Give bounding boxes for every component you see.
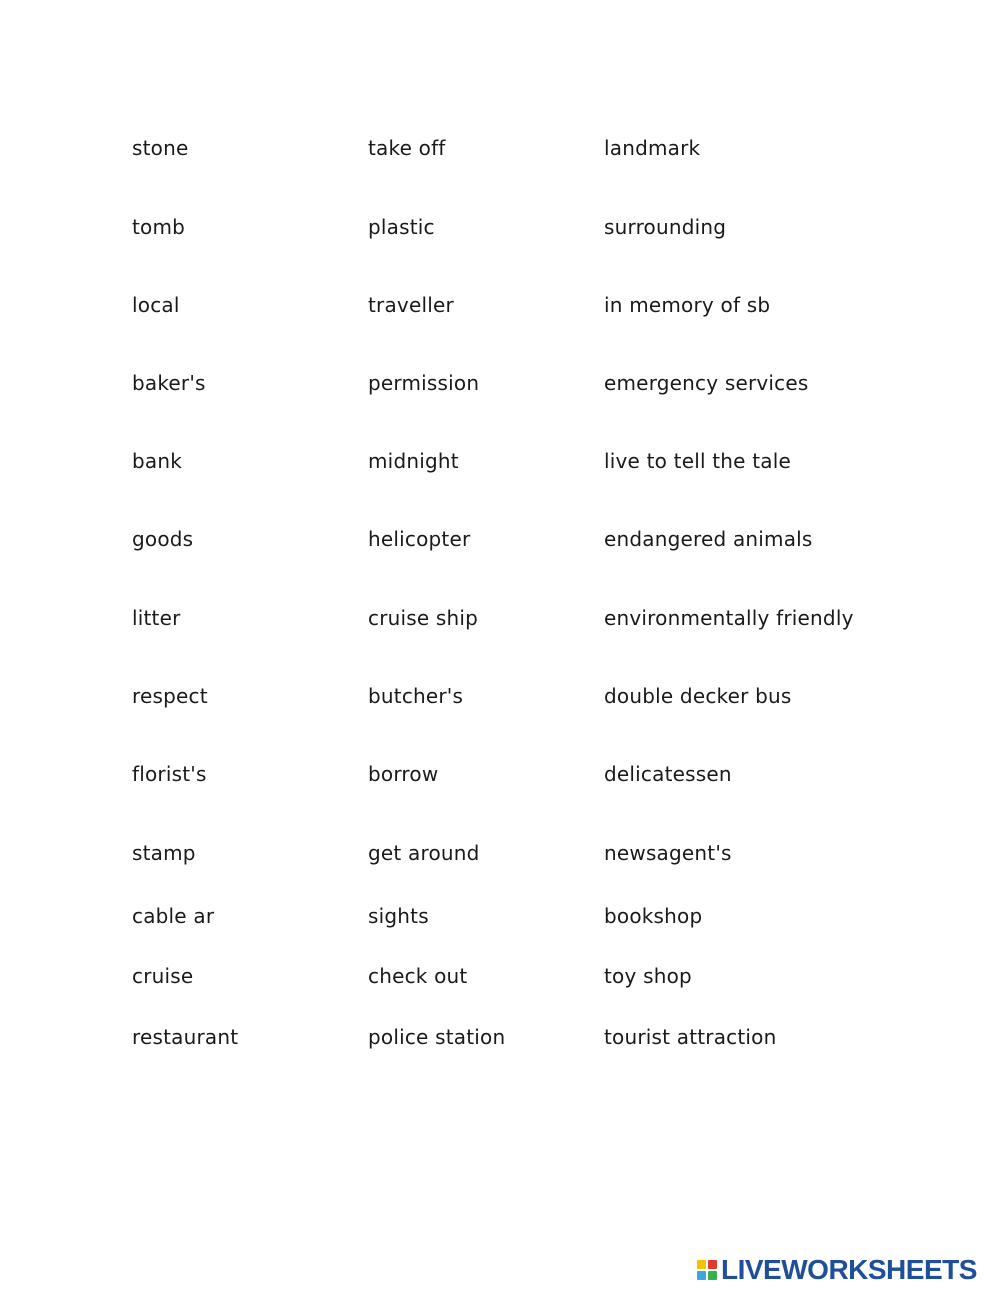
word-item: traveller xyxy=(368,293,454,317)
word-item: delicatessen xyxy=(604,762,732,786)
word-item: live to tell the tale xyxy=(604,449,792,473)
word-item: butcher's xyxy=(368,684,464,708)
word-item: toy shop xyxy=(604,964,692,988)
word-item: restaurant xyxy=(132,1025,239,1049)
word-item: newsagent's xyxy=(604,841,732,865)
word-item: sights xyxy=(368,904,429,928)
liveworksheets-logo[interactable] xyxy=(697,1256,977,1284)
word-item: tomb xyxy=(132,215,186,239)
word-item: borrow xyxy=(368,762,439,786)
word-item: stone xyxy=(132,136,189,160)
word-item: plastic xyxy=(368,215,435,239)
word-item: cable ar xyxy=(132,904,215,928)
word-item: get around xyxy=(368,841,480,865)
word-item: florist's xyxy=(132,762,207,786)
word-item: police station xyxy=(368,1025,506,1049)
word-item: permission xyxy=(368,371,480,395)
word-item: cruise xyxy=(132,964,194,988)
word-item: midnight xyxy=(368,449,459,473)
word-item: environmentally friendly xyxy=(604,606,854,630)
word-item: bank xyxy=(132,449,183,473)
word-item: take off xyxy=(368,136,446,160)
word-item: goods xyxy=(132,527,194,551)
word-item: bookshop xyxy=(604,904,703,928)
word-item: landmark xyxy=(604,136,701,160)
word-item: endangered animals xyxy=(604,527,813,551)
word-item: surrounding xyxy=(604,215,727,239)
word-item: in memory of sb xyxy=(604,293,771,317)
word-item: stamp xyxy=(132,841,196,865)
word-item: local xyxy=(132,293,180,317)
word-item: helicopter xyxy=(368,527,471,551)
word-item: litter xyxy=(132,606,181,630)
word-item: baker's xyxy=(132,371,206,395)
word-item: emergency services xyxy=(604,371,809,395)
word-item: cruise ship xyxy=(368,606,479,630)
liveworksheets-blocks-icon xyxy=(697,1260,717,1280)
logo-text: LIVEWORKSHEETS xyxy=(721,1254,977,1285)
word-item: respect xyxy=(132,684,208,708)
word-item: double decker bus xyxy=(604,684,792,708)
word-item: tourist attraction xyxy=(604,1025,777,1049)
word-item: check out xyxy=(368,964,468,988)
